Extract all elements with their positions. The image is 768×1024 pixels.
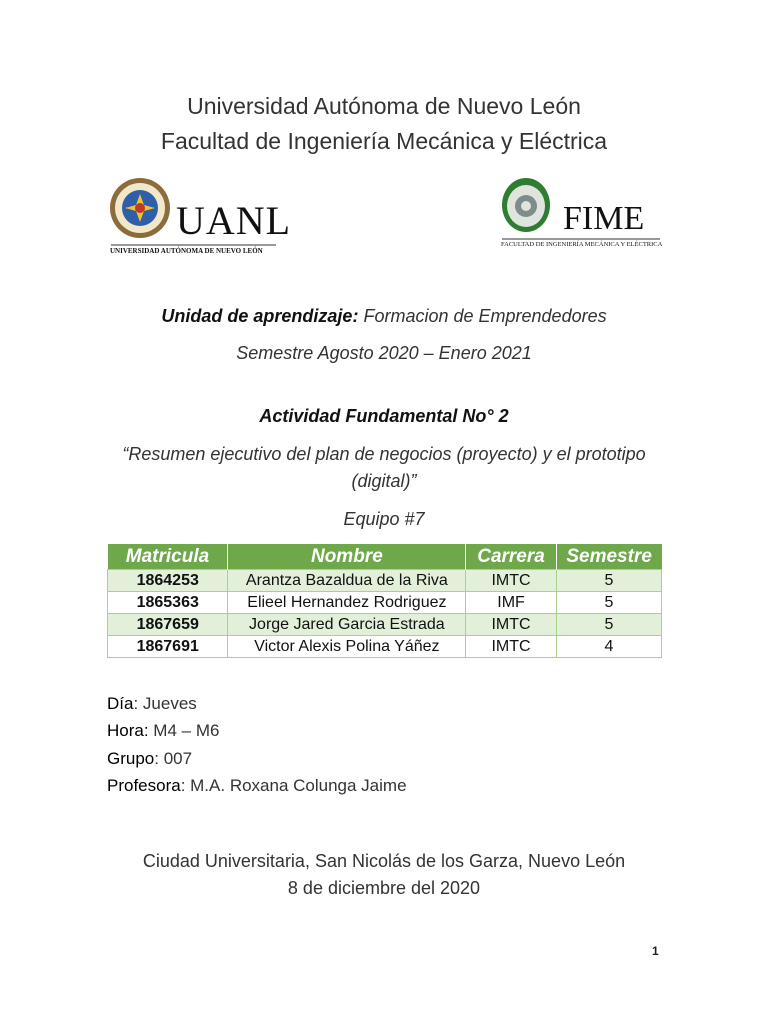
profesora-value: : M.A. Roxana Colunga Jaime — [180, 776, 407, 795]
team-number: Equipo #7 — [343, 509, 425, 529]
cell-matricula: 1867691 — [108, 636, 228, 658]
cell-matricula: 1867659 — [108, 614, 228, 636]
table-row — [108, 592, 662, 614]
uanl-logo — [108, 175, 292, 260]
activity-title — [0, 406, 768, 427]
cell-matricula: 1865363 — [108, 592, 228, 614]
team-table — [107, 544, 662, 658]
course-line — [0, 306, 768, 327]
page-number: 1 — [652, 944, 659, 958]
cell-carrera: IMTC — [466, 636, 556, 658]
grupo-value: : 007 — [154, 749, 193, 768]
course-label: Unidad de aprendizaje: — [161, 306, 359, 326]
cell-carrera: IMTC — [466, 614, 556, 636]
dia-value: : Jueves — [133, 694, 197, 713]
cell-nombre: Victor Alexis Polina Yáñez — [228, 636, 466, 658]
faculty-name: Facultad de Ingeniería Mecánica y Eléctrica — [160, 128, 608, 154]
semester: Semestre Agosto 2020 – Enero 2021 — [236, 343, 532, 363]
info-hora — [107, 721, 219, 741]
cell-semestre: 5 — [556, 614, 661, 636]
hora-value: M4 – M6 — [148, 721, 220, 740]
course-value: Formacion de Emprendedores — [363, 306, 607, 326]
grupo-label: Grupo — [107, 749, 155, 768]
cell-nombre: Elieel Hernandez Rodriguez — [228, 592, 466, 614]
fime-logo — [500, 172, 665, 257]
info-profesora — [107, 776, 407, 796]
cell-carrera: IMF — [466, 592, 556, 614]
cell-semestre: 5 — [556, 592, 661, 614]
cell-semestre: 5 — [556, 570, 661, 592]
header-carrera: Carrera — [466, 544, 556, 570]
profesora-label: Profesora — [107, 776, 181, 795]
cell-carrera: IMTC — [466, 570, 556, 592]
info-dia — [107, 694, 197, 714]
table-row — [108, 614, 662, 636]
activity-subtitle-line2: (digital)” — [351, 471, 417, 491]
cell-nombre: Arantza Bazaldua de la Riva — [228, 570, 466, 592]
dia-label: Día — [107, 694, 134, 713]
cell-matricula: 1864253 — [108, 570, 228, 592]
uanl-logo-subtext: UNIVERSIDAD AUTÓNOMA DE NUEVO LEÓN — [110, 247, 263, 255]
university-name: Universidad Autónoma de Nuevo León — [187, 93, 581, 119]
hora-label: Hora: — [107, 721, 149, 740]
table-row — [108, 570, 662, 592]
header-matricula: Matricula — [108, 544, 228, 570]
date: 8 de diciembre del 2020 — [287, 878, 481, 898]
cell-nombre: Jorge Jared Garcia Estrada — [228, 614, 466, 636]
activity-title-text: Actividad Fundamental No° 2 — [259, 406, 509, 426]
table-header-row — [108, 544, 662, 570]
table-row — [108, 636, 662, 658]
info-grupo — [107, 749, 192, 769]
cell-semestre: 4 — [556, 636, 661, 658]
fime-logo-subtext: FACULTAD DE INGENIERÍA MECÁNICA Y ELÉCTRICA — [501, 241, 663, 248]
header-nombre: Nombre — [228, 544, 466, 570]
activity-subtitle-line1: “Resumen ejecutivo del plan de negocios (proyecto) y el prototipo — [122, 444, 646, 464]
location: Ciudad Universitaria, San Nicolás de los Garza, Nuevo León — [142, 851, 626, 871]
uanl-logo-text: UANL — [176, 198, 292, 243]
fime-logo-text: FIME — [563, 200, 645, 237]
header-semestre: Semestre — [556, 544, 661, 570]
